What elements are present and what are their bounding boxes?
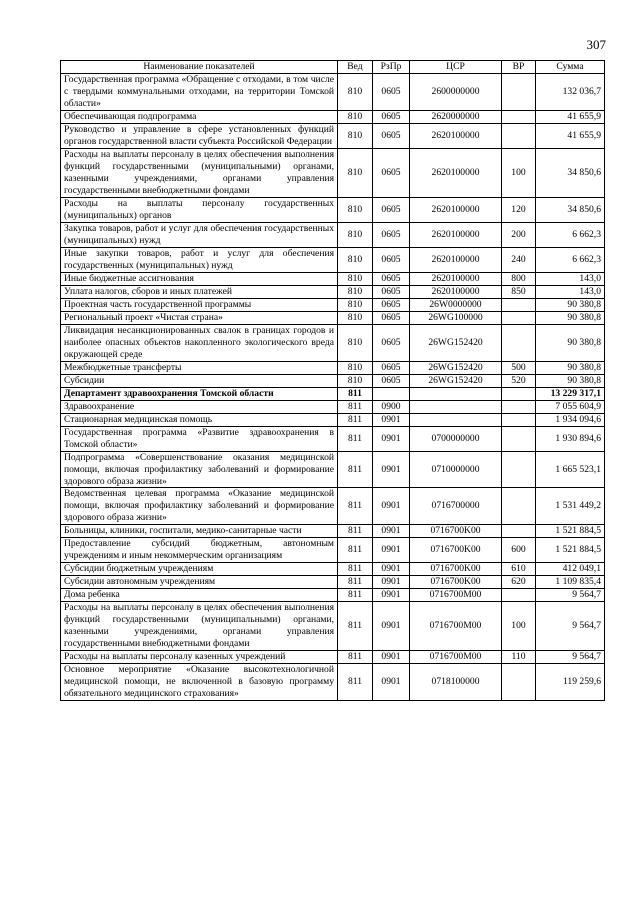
cell-rzpr: 0901	[373, 538, 410, 563]
cell-sum: 1 521 884,5	[536, 525, 605, 538]
cell-vr	[502, 488, 536, 525]
cell-sum: 90 380,8	[536, 298, 605, 311]
cell-rzpr: 0605	[373, 361, 410, 374]
cell-vr: 850	[502, 285, 536, 298]
table-row	[61, 426, 605, 451]
cell-vr	[502, 110, 536, 123]
cell-rzpr: 0605	[373, 123, 410, 148]
table-row	[61, 110, 605, 123]
cell-rzpr: 0605	[373, 110, 410, 123]
cell-vr: 600	[502, 538, 536, 563]
cell-rzpr: 0605	[373, 74, 410, 111]
cell-rzpr: 0901	[373, 664, 410, 701]
cell-csr: 0716700M00	[410, 589, 502, 602]
header-rzpr: РзПр	[373, 61, 410, 74]
table-row	[61, 387, 605, 400]
cell-rzpr: 0901	[373, 426, 410, 451]
table-row	[61, 589, 605, 602]
table-row	[61, 664, 605, 701]
cell-rzpr: 0901	[373, 563, 410, 576]
cell-vr	[502, 589, 536, 602]
table-row	[61, 324, 605, 361]
cell-sum: 119 259,6	[536, 664, 605, 701]
table-header	[61, 61, 605, 74]
cell-ved: 810	[338, 247, 373, 272]
table-row	[61, 272, 605, 285]
cell-rzpr: 0605	[373, 272, 410, 285]
cell-name: Субсидии	[61, 374, 338, 387]
table-row	[61, 374, 605, 387]
cell-name: Иные бюджетные ассигнования	[61, 272, 338, 285]
cell-rzpr: 0901	[373, 451, 410, 488]
cell-vr: 120	[502, 197, 536, 222]
cell-ved: 810	[338, 74, 373, 111]
cell-csr: 0716700000	[410, 488, 502, 525]
cell-csr: 2620100000	[410, 197, 502, 222]
cell-csr: 0716700M00	[410, 651, 502, 664]
cell-vr: 610	[502, 563, 536, 576]
table-row	[61, 651, 605, 664]
header-vr: ВР	[502, 61, 536, 74]
cell-name: Расходы на выплаты персоналу казенных учреждений	[61, 651, 338, 664]
cell-vr	[502, 298, 536, 311]
cell-rzpr: 0605	[373, 148, 410, 197]
cell-name: Расходы на выплаты персоналу в целях обеспечения выполнения функций государственными (муниципальными) органами, казенными учреждениями, органами управления государственными внебюджетными фондами	[61, 602, 338, 651]
table-row	[61, 563, 605, 576]
cell-sum: 9 564,7	[536, 602, 605, 651]
cell-sum: 1 531 449,2	[536, 488, 605, 525]
cell-ved: 810	[338, 361, 373, 374]
cell-ved: 810	[338, 374, 373, 387]
table-row	[61, 451, 605, 488]
cell-csr: 26WG100000	[410, 311, 502, 324]
cell-rzpr: 0605	[373, 247, 410, 272]
cell-name: Предоставление субсидий бюджетным, автономным учреждениям и иным некоммерческим организациям	[61, 538, 338, 563]
cell-name: Больницы, клиники, госпитали, медико-санитарные части	[61, 525, 338, 538]
cell-ved: 811	[338, 525, 373, 538]
cell-sum: 41 655,9	[536, 123, 605, 148]
cell-sum: 7 055 604,9	[536, 400, 605, 413]
cell-name: Ликвидация несанкционированных свалок в границах городов и наиболее опасных объектов накопленного экологического вреда окружающей среде	[61, 324, 338, 361]
cell-sum: 90 380,8	[536, 311, 605, 324]
cell-name: Ведомственная целевая программа «Оказание медицинской помощи, включая профилактику заболеваний и формирование здорового образа жизни»	[61, 488, 338, 525]
table-row	[61, 311, 605, 324]
cell-csr: 0716700K00	[410, 538, 502, 563]
cell-csr: 2620100000	[410, 285, 502, 298]
cell-name: Дома ребенка	[61, 589, 338, 602]
cell-csr	[410, 400, 502, 413]
cell-ved: 811	[338, 400, 373, 413]
cell-ved: 811	[338, 413, 373, 426]
cell-csr: 2620100000	[410, 272, 502, 285]
cell-sum: 412 049,1	[536, 563, 605, 576]
cell-csr: 26WG152420	[410, 324, 502, 361]
cell-name: Руководство и управление в сфере установленных функций органов государственной власти субъекта Российской Федерации	[61, 123, 338, 148]
cell-csr: 26WG152420	[410, 374, 502, 387]
cell-vr	[502, 324, 536, 361]
cell-sum: 6 662,3	[536, 247, 605, 272]
cell-rzpr: 0901	[373, 488, 410, 525]
table-row	[61, 222, 605, 247]
cell-vr	[502, 413, 536, 426]
cell-csr: 2600000000	[410, 74, 502, 111]
cell-csr: 0716700K00	[410, 525, 502, 538]
cell-sum: 1 665 523,1	[536, 451, 605, 488]
cell-vr: 500	[502, 361, 536, 374]
cell-ved: 810	[338, 222, 373, 247]
cell-name: Департамент здравоохранения Томской области	[61, 387, 338, 400]
cell-rzpr: 0901	[373, 602, 410, 651]
cell-ved: 811	[338, 602, 373, 651]
cell-vr	[502, 123, 536, 148]
cell-sum: 9 564,7	[536, 651, 605, 664]
cell-ved: 811	[338, 664, 373, 701]
cell-sum: 132 036,7	[536, 74, 605, 111]
cell-rzpr: 0605	[373, 298, 410, 311]
cell-ved: 810	[338, 148, 373, 197]
table-row	[61, 538, 605, 563]
cell-name: Уплата налогов, сборов и иных платежей	[61, 285, 338, 298]
table-row	[61, 298, 605, 311]
cell-sum: 34 850,6	[536, 148, 605, 197]
cell-csr: 0700000000	[410, 426, 502, 451]
cell-name: Субсидии бюджетным учреждениям	[61, 563, 338, 576]
cell-vr: 240	[502, 247, 536, 272]
cell-sum: 1 521 884,5	[536, 538, 605, 563]
cell-vr: 100	[502, 148, 536, 197]
cell-sum: 6 662,3	[536, 222, 605, 247]
cell-ved: 810	[338, 324, 373, 361]
cell-rzpr: 0901	[373, 651, 410, 664]
cell-ved: 811	[338, 426, 373, 451]
table-row	[61, 602, 605, 651]
cell-sum: 34 850,6	[536, 197, 605, 222]
header-sum: Сумма	[536, 61, 605, 74]
cell-rzpr: 0901	[373, 589, 410, 602]
cell-sum: 90 380,8	[536, 361, 605, 374]
table-row	[61, 361, 605, 374]
cell-sum: 90 380,8	[536, 324, 605, 361]
cell-name: Субсидии автономным учреждениям	[61, 576, 338, 589]
cell-ved: 810	[338, 197, 373, 222]
cell-rzpr: 0901	[373, 576, 410, 589]
cell-sum: 90 380,8	[536, 374, 605, 387]
cell-name: Иные закупки товаров, работ и услуг для обеспечения государственных (муниципальных) нужд	[61, 247, 338, 272]
cell-vr	[502, 387, 536, 400]
table-row	[61, 74, 605, 111]
cell-ved: 811	[338, 563, 373, 576]
cell-ved: 810	[338, 311, 373, 324]
cell-ved: 811	[338, 576, 373, 589]
cell-name: Региональный проект «Чистая страна»	[61, 311, 338, 324]
cell-ved: 810	[338, 298, 373, 311]
cell-rzpr: 0901	[373, 525, 410, 538]
cell-csr: 26WG152420	[410, 361, 502, 374]
table-row	[61, 123, 605, 148]
header-name: Наименование показателей	[61, 61, 338, 74]
cell-name: Государственная программа «Развитие здравоохранения в Томской области»	[61, 426, 338, 451]
table-row	[61, 247, 605, 272]
cell-rzpr: 0901	[373, 413, 410, 426]
table-row	[61, 285, 605, 298]
cell-name: Закупка товаров, работ и услуг для обеспечения государственных (муниципальных) нужд	[61, 222, 338, 247]
cell-csr: 2620000000	[410, 110, 502, 123]
cell-csr: 0718100000	[410, 664, 502, 701]
cell-rzpr: 0605	[373, 374, 410, 387]
header-csr: ЦСР	[410, 61, 502, 74]
cell-rzpr: 0605	[373, 222, 410, 247]
cell-sum: 41 655,9	[536, 110, 605, 123]
cell-vr: 520	[502, 374, 536, 387]
header-ved: Вед	[338, 61, 373, 74]
cell-name: Государственная программа «Обращение с отходами, в том числе с твердыми коммунальными отходами, на территории Томской области»	[61, 74, 338, 111]
cell-csr	[410, 413, 502, 426]
cell-ved: 811	[338, 451, 373, 488]
cell-vr	[502, 74, 536, 111]
cell-vr	[502, 400, 536, 413]
cell-name: Стационарная медицинская помощь	[61, 413, 338, 426]
cell-name: Межбюджетные трансферты	[61, 361, 338, 374]
cell-ved: 810	[338, 110, 373, 123]
budget-table	[60, 60, 605, 701]
cell-sum: 143,0	[536, 272, 605, 285]
cell-ved: 810	[338, 272, 373, 285]
cell-vr: 110	[502, 651, 536, 664]
cell-ved: 811	[338, 589, 373, 602]
cell-ved: 811	[338, 538, 373, 563]
table-row	[61, 413, 605, 426]
cell-vr: 100	[502, 602, 536, 651]
cell-ved: 811	[338, 387, 373, 400]
table-body	[61, 74, 605, 701]
cell-sum: 1 930 894,6	[536, 426, 605, 451]
cell-ved: 811	[338, 488, 373, 525]
cell-csr	[410, 387, 502, 400]
header-row	[61, 61, 605, 74]
cell-vr	[502, 426, 536, 451]
cell-vr	[502, 311, 536, 324]
cell-csr: 2620100000	[410, 148, 502, 197]
cell-sum: 143,0	[536, 285, 605, 298]
cell-name: Расходы на выплаты персоналу государственных (муниципальных) органов	[61, 197, 338, 222]
cell-rzpr: 0605	[373, 311, 410, 324]
cell-vr: 800	[502, 272, 536, 285]
cell-name: Здравоохранение	[61, 400, 338, 413]
cell-rzpr: 0605	[373, 197, 410, 222]
cell-vr	[502, 451, 536, 488]
table-row	[61, 148, 605, 197]
table-row	[61, 197, 605, 222]
cell-vr: 200	[502, 222, 536, 247]
cell-name: Расходы на выплаты персоналу в целях обеспечения выполнения функций государственными (муниципальными) органами, казенными учреждениями, органами управления государственными внебюджетными фондами	[61, 148, 338, 197]
cell-csr: 0710000000	[410, 451, 502, 488]
cell-csr: 2620100000	[410, 222, 502, 247]
table-row	[61, 488, 605, 525]
cell-name: Проектная часть государственной программы	[61, 298, 338, 311]
cell-rzpr: 0605	[373, 285, 410, 298]
cell-sum: 13 229 317,1	[536, 387, 605, 400]
cell-csr: 2620100000	[410, 247, 502, 272]
table-row	[61, 525, 605, 538]
cell-csr: 0716700K00	[410, 563, 502, 576]
cell-vr	[502, 525, 536, 538]
page-number: 307	[586, 37, 606, 52]
cell-csr: 26W0000000	[410, 298, 502, 311]
cell-name: Основное мероприятие «Оказание высокотехнологичной медицинской помощи, не включенной в базовую программу обязательного медицинского страхования»	[61, 664, 338, 701]
cell-ved: 811	[338, 651, 373, 664]
cell-csr: 0716700M00	[410, 602, 502, 651]
cell-vr	[502, 664, 536, 701]
table-row	[61, 576, 605, 589]
cell-rzpr	[373, 387, 410, 400]
cell-sum: 1 109 835,4	[536, 576, 605, 589]
cell-csr: 0716700K00	[410, 576, 502, 589]
cell-sum: 1 934 094,6	[536, 413, 605, 426]
cell-rzpr: 0605	[373, 324, 410, 361]
cell-name: Обеспечивающая подпрограмма	[61, 110, 338, 123]
cell-ved: 810	[338, 123, 373, 148]
cell-ved: 810	[338, 285, 373, 298]
cell-name: Подпрограмма «Совершенствование оказания медицинской помощи, включая профилактику заболеваний и формирование здорового образа жизни»	[61, 451, 338, 488]
cell-sum: 9 564,7	[536, 589, 605, 602]
cell-csr: 2620100000	[410, 123, 502, 148]
cell-vr: 620	[502, 576, 536, 589]
table-row	[61, 400, 605, 413]
cell-rzpr: 0900	[373, 400, 410, 413]
